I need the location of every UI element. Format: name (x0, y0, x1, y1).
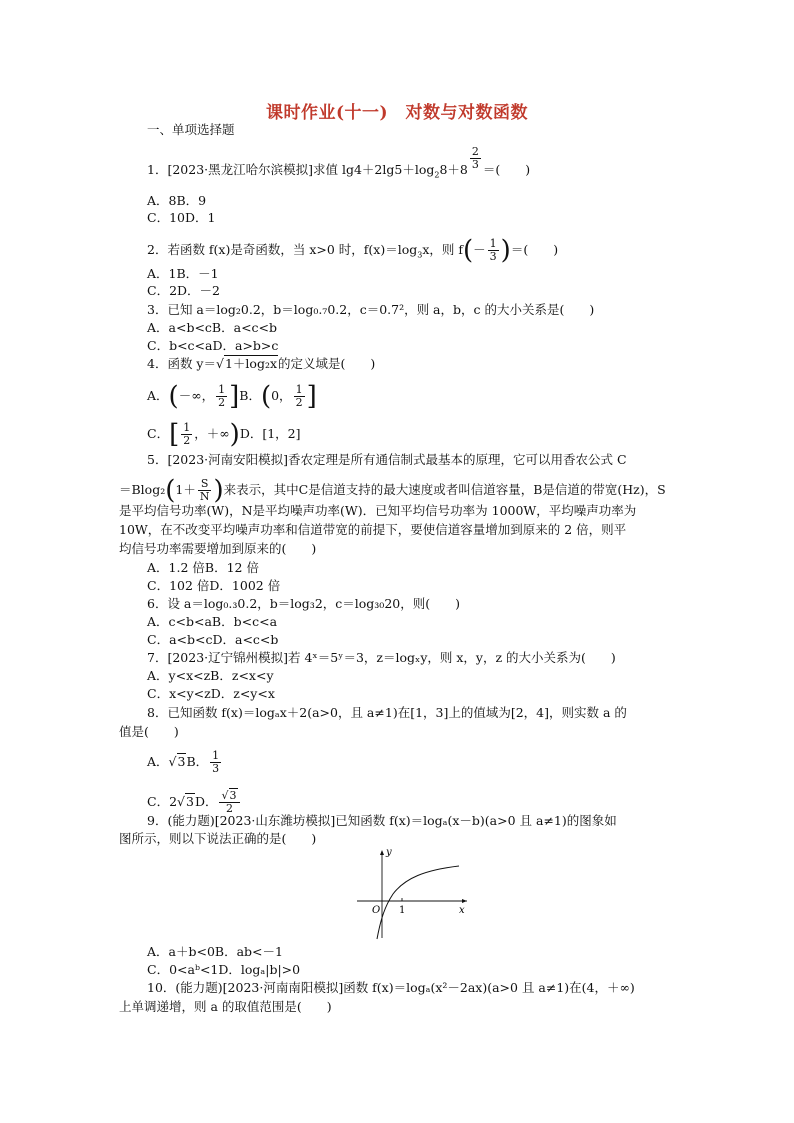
q4-b-bracket: ] (306, 381, 317, 412)
q4-a-num: 1 (218, 383, 226, 396)
question-10-line-2: 上单调递增，则 a 的取值范围是( ) (119, 999, 332, 1014)
q4-b-fraction (294, 384, 305, 409)
q8-option-d-label: D． (194, 794, 218, 809)
q4-options-cd (147, 419, 301, 450)
question-8-line-1: 8．已知函数 f(x)＝logₐx＋2(a>0，且 a≠1)在[1，3]上的值域为[2，4]，则实数 a 的 (147, 705, 627, 720)
q2-paren-right: ) (500, 235, 511, 266)
q5-fraction (198, 478, 212, 503)
question-2-stem: 2．若函数 f(x)是奇函数，当 x>0 时，$f(x)=\log_3x$，则 f(－ $\frac{1}{3}$ )＝( ) (147, 235, 559, 266)
q2-text-c: ＝( ) (510, 242, 559, 257)
q1-sub: 2 (434, 170, 440, 180)
q1-options-ab: A．8B．9 (147, 193, 207, 208)
q4-a-den: 2 (218, 396, 226, 409)
q8-d-radicand: 3 (229, 789, 237, 802)
q3-options-cd: C．b<c<aD．a>b>c (147, 338, 279, 353)
q2-fraction (488, 238, 499, 263)
log-function-graph (355, 846, 470, 941)
q4-a-paren: ( (168, 381, 179, 412)
q4-radicand: 1＋log₂x (224, 356, 278, 371)
q4-c-num: 1 (183, 421, 191, 434)
question-5-line-4: 10W，在不改变平均噪声功率和信道带宽的前提下，要使信道容量增加到原来的 2 倍，则平 (119, 522, 627, 537)
q5-paren-left: ( (165, 475, 176, 506)
y-axis-label: y (386, 847, 392, 858)
q2-options-ab: A．1B．－1 (147, 266, 219, 281)
q4-option-b-value: 0， (271, 388, 292, 403)
q2-frac-num: 1 (489, 237, 497, 250)
q8-d-fraction (219, 790, 239, 815)
q4-text-a: 4．函数 y＝ (147, 356, 216, 371)
question-5-line-2 (119, 475, 666, 506)
q5-options-ab: A．1.2 倍B．12 倍 (147, 560, 259, 575)
q8-option-c-label: C．2 (147, 794, 178, 809)
q8-option-b-label: B． (186, 754, 209, 769)
question-10-line-1: 10．(能力题)[2023·河南南阳模拟]函数 f(x)＝logₐ(x²－2ax)(a>0 且 a≠1)在(4，＋∞) (147, 980, 635, 995)
q5-formula-a: ＝Blog₂ (119, 482, 166, 497)
q4-c-fraction (181, 422, 192, 447)
q9-options-ab: A．a＋b<0B．ab<－1 (147, 944, 283, 959)
q4-option-a-label: A． (147, 388, 169, 403)
q1-exp-den: 3 (471, 158, 479, 171)
q6-options-ab: A．c<b<aB．b<c<a (147, 614, 278, 629)
x-axis-arrow (462, 899, 467, 903)
q4-options-ab (147, 381, 317, 412)
q5-options-cd: C．102 倍D．1002 倍 (147, 578, 281, 593)
question-8-line-2: 值是( ) (119, 724, 179, 739)
section-heading: 一、单项选择题 (147, 122, 235, 137)
q4-c-den: 2 (183, 434, 191, 447)
q4-option-c-label: C． (147, 426, 170, 441)
q5-frac-num: S (198, 478, 212, 491)
y-axis-arrow (380, 850, 384, 855)
question-5-line-5: 均信号功率需要增加到原来的( ) (119, 541, 317, 556)
q5-formula-b: 来表示，其中C是信道支持的最大速度或者叫信道容量，B是信道的带宽(Hz)，S (223, 482, 666, 497)
q1-text-b: 8＋8 (439, 162, 468, 177)
q5-paren-right: ) (213, 475, 224, 506)
q1-options-cd: C．10D．1 (147, 210, 216, 225)
q4-b-num: 1 (295, 383, 303, 396)
page-title: 课时作业(十一) 对数与对数函数 (265, 103, 529, 123)
q2-options-cd: C．2D．－2 (147, 283, 220, 298)
q7-options-cd: C．x<y<zD．z<y<x (147, 686, 275, 701)
q5-frac-den: N (199, 490, 210, 503)
question-7-stem: 7．[2023·辽宁锦州模拟]若 4ˣ＝5ʸ＝3，z＝logₓy，则 x，y，z 的大小关系为( ) (147, 650, 616, 665)
q3-options-ab: A．a<b<cB．a<c<b (147, 320, 278, 335)
q4-option-d: D．[1，2] (239, 426, 301, 441)
q8-options-cd: C．2√3D． $\frac{√3}{2}$ (147, 790, 242, 815)
q4-b-paren: ( (260, 381, 272, 412)
q7-options-ab: A．y<x<zB．z<x<y (147, 668, 274, 683)
q4-a-fraction (216, 384, 227, 409)
q2-frac-den: 3 (489, 250, 497, 263)
question-1-stem (147, 145, 531, 184)
q2-paren-left: ( (462, 235, 474, 266)
q2-sub: 3 (417, 250, 423, 260)
tick-one-label: 1 (399, 905, 406, 916)
q8-b-fraction (210, 750, 221, 775)
question-3-stem: 3．已知 a＝log₂0.2，b＝log₀.₇0.2，c＝0.7²，则 a，b，c 的大小关系是( ) (147, 302, 595, 317)
question-4-stem: 4．函数 y＝√1＋log₂x的定义域是( ) (147, 356, 376, 371)
q8-d-num: √3 (219, 790, 239, 803)
q1-exponent (470, 146, 481, 171)
q8-d-den: 2 (225, 802, 233, 815)
q4-a-bracket: ] (229, 381, 240, 412)
function-curve (377, 866, 459, 939)
q8-option-c-radicand: 3 (186, 794, 194, 809)
q1-exp-num: 2 (471, 145, 479, 158)
question-6-stem: 6．设 a＝log₀.₃0.2，b＝log₃2，c＝log₃₀20，则( ) (147, 596, 460, 611)
q8-options-ab: A．√3B． $\frac{1}{3}$ (147, 749, 220, 775)
q1-text-a: 1．[2023·黑龙江哈尔滨模拟]求值 lg4＋2lg5＋log (147, 162, 435, 177)
q6-options-cd: C．a<b<cD．a<c<b (147, 632, 279, 647)
x-axis-label: x (459, 905, 465, 916)
q4-c-bracket: [ (169, 419, 180, 450)
question-5-line-1: 5．[2023·河南安阳模拟]香农定理是所有通信制式最基本的原理，它可以用香农公式 C (147, 452, 627, 467)
question-5-line-3: 是平均信号功率(W)，N是平均噪声功率(W)．已知平均信号功率为 1000W，平均噪声功率为 (119, 503, 637, 518)
q5-formula-pre: 1＋ (175, 482, 196, 497)
q4-text-b: 的定义域是( ) (278, 356, 376, 371)
q8-b-den: 3 (212, 762, 220, 775)
question-9-line-1: 9．(能力题)[2023·山东潍坊模拟]已知函数 f(x)＝logₐ(x－b)(a>0 且 a≠1)的图象如 (147, 813, 617, 828)
q4-b-den: 2 (295, 396, 303, 409)
q4-option-c-value: ，＋∞ (194, 426, 230, 441)
q2-text-a: 2．若函数 f(x)是奇函数，当 x>0 时，f(x)＝log (147, 242, 418, 257)
q4-option-b-label: B． (239, 388, 261, 403)
q4-option-a-value: －∞， (178, 388, 215, 403)
q8-b-num: 1 (212, 749, 220, 762)
q2-text-b: x，则 f (422, 242, 463, 257)
q8-option-a-radicand: 3 (177, 754, 186, 769)
q9-options-cd: C．0<aᵇ<1D．logₐ|b|>0 (147, 962, 301, 977)
question-9-line-2: 图所示，则以下说法正确的是( ) (119, 831, 317, 846)
origin-label: O (372, 905, 381, 916)
q1-text-c: ＝( ) (482, 162, 531, 177)
q4-c-paren: ) (229, 419, 240, 450)
q8-option-a-label: A． (147, 754, 169, 769)
